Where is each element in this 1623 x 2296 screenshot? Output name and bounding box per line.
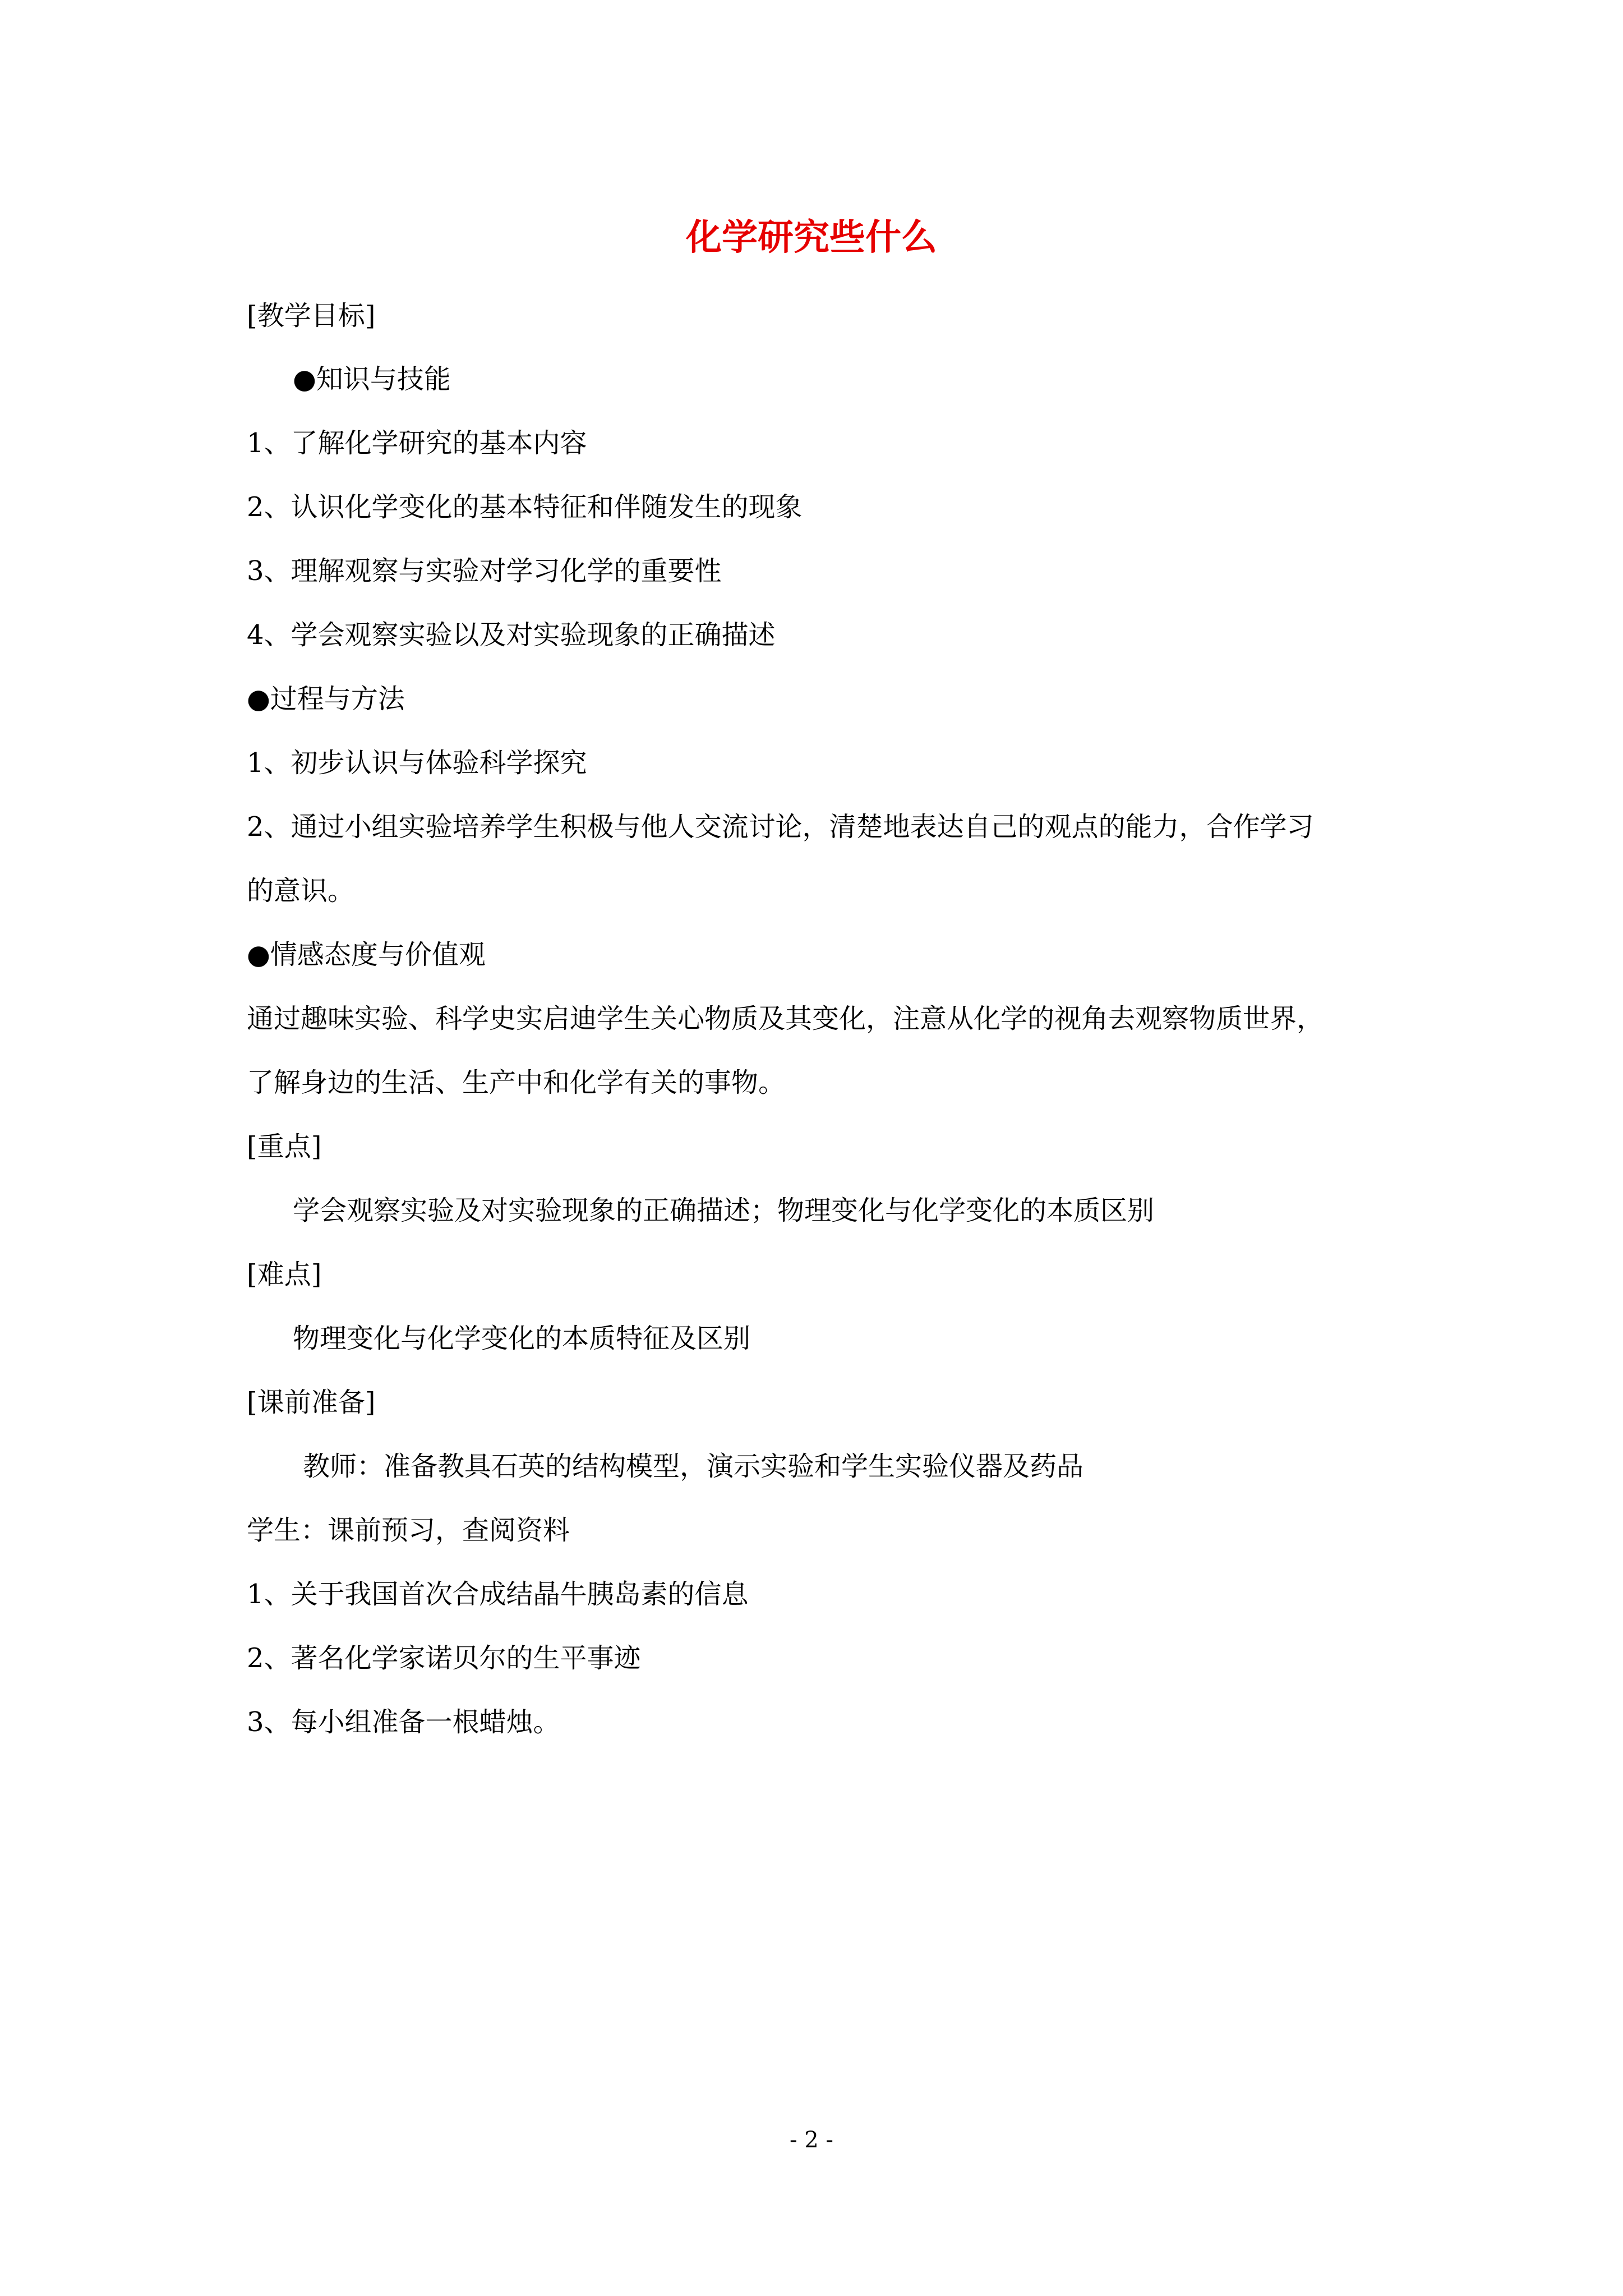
knowledge-item-1: 1、了解化学研究的基本内容 (247, 427, 587, 459)
prep-student: 学生：课前预习，查阅资料 (247, 1515, 570, 1546)
process-item-2: 2、通过小组实验培养学生积极与他人交流讨论，清楚地表达自己的观点的能力，合作学习 (247, 811, 1314, 843)
knowledge-item-4: 4、学会观察实验以及对实验现象的正确描述 (247, 619, 776, 651)
difficulty-text: 物理变化与化学变化的本质特征及区别 (293, 1323, 751, 1354)
prep-teacher: 教师：准备教具石英的结构模型，演示实验和学生实验仪器及药品 (303, 1451, 1084, 1482)
process-item-2-continued: 的意识。 (247, 875, 355, 907)
prep-item-3: 3、每小组准备一根蜡烛。 (247, 1706, 560, 1738)
attitude-text-line-1: 通过趣味实验、科学史实启迪学生关心物质及其变化，注意从化学的视角去观察物质世界， (247, 1003, 1324, 1034)
process-item-1: 1、初步认识与体验科学探究 (247, 747, 587, 779)
attitude-text-line-2: 了解身边的生活、生产中和化学有关的事物。 (247, 1067, 786, 1098)
knowledge-item-3: 3、理解观察与实验对学习化学的重要性 (247, 555, 722, 587)
key-heading: [重点] (247, 1131, 322, 1162)
page-number: - 2 - (790, 2127, 833, 2153)
prep-heading: [课前准备] (247, 1387, 376, 1418)
knowledge-heading: ●知识与技能 (293, 364, 451, 395)
prep-item-1: 1、关于我国首次合成结晶牛胰岛素的信息 (247, 1579, 749, 1610)
objectives-heading: [教学目标] (247, 300, 376, 332)
attitude-heading: ●情感态度与价值观 (247, 939, 486, 970)
document-title: 化学研究些什么 (686, 217, 937, 259)
difficulty-heading: [难点] (247, 1259, 322, 1290)
prep-item-2: 2、著名化学家诺贝尔的生平事迹 (247, 1642, 641, 1674)
key-text: 学会观察实验及对实验现象的正确描述；物理变化与化学变化的本质区别 (293, 1195, 1155, 1226)
knowledge-item-2: 2、认识化学变化的基本特征和伴随发生的现象 (247, 491, 803, 523)
process-heading: ●过程与方法 (247, 683, 405, 715)
